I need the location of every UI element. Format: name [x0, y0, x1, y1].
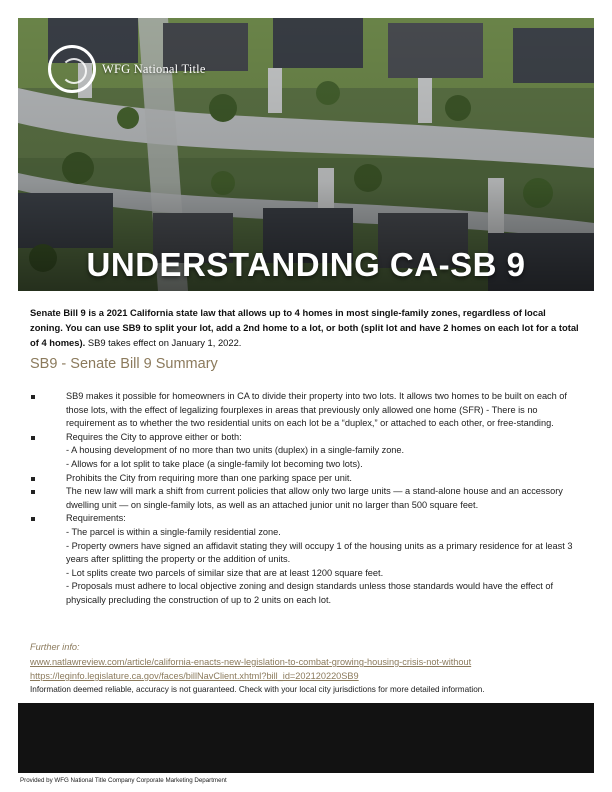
list-item: [30, 431, 585, 472]
list-item-text: Prohibits the City from requiring more than one parking space per unit.: [66, 472, 352, 483]
sub-item: - The parcel is within a single-family residential zone.: [66, 526, 281, 537]
list-item-text: The new law will mark a shift from current policies that allow only two large units — a stand-alone house and an accessory dwelling unit — on single-family lots, as well as an attached junior unit no larger than 500 square feet.: [66, 486, 563, 510]
company-logo: [48, 45, 206, 93]
further-info-label: Further info:: [30, 642, 80, 652]
intro-bold-text: Senate Bill 9 is a 2021 California state law that allows up to 4 homes in most single-family zones, regardless of local zoning. You can use SB9 to split your lot, add a 2nd home to a lot, or both (split lot and have 2 homes on each lot for a total of 4 homes).: [30, 307, 579, 348]
wfg-logo-icon: [48, 45, 96, 93]
hero-banner: [18, 18, 594, 291]
square-bullet-icon: [31, 477, 35, 481]
list-item-text: Requires the City to approve either or both:: [66, 431, 242, 442]
square-bullet-icon: [31, 395, 35, 399]
list-item-text: SB9 makes it possible for homeowners in CA to divide their property into two lots. It allows two homes to be built on each of those lots, with the effect of legalizing fourplexes in areas that previously only allowed one home (SFR) - There is no requirement as to whether the two residential units on each lot be a “duplex,” or attached to each other, or free-standing.: [66, 391, 567, 429]
natlawreview-link[interactable]: www.natlawreview.com/article/california-enacts-new-legislation-to-combat-growing-housing-crisis-not-without: [30, 657, 472, 667]
disclaimer-text: Information deemed reliable, accuracy is not guaranteed. Check with your local city jurisdictions for more detailed information.: [30, 685, 485, 694]
sub-item: - Proposals must adhere to local objective zoning and design standards unless those standards would have the effect of physically precluding the construction of up to 2 units on each lot.: [66, 581, 554, 605]
footer-bar: [18, 703, 594, 773]
list-item: [30, 485, 585, 512]
logo-text: WFG National Title: [102, 61, 206, 76]
sub-item: - A housing development of no more than two units (duplex) in a single-family zone.: [66, 445, 405, 456]
provided-by-text: Provided by WFG National Title Company Corporate Marketing Department: [20, 777, 227, 784]
leginfo-link[interactable]: https://leginfo.legislature.ca.gov/faces/billNavClient.xhtml?bill_id=202120220SB9: [30, 671, 359, 681]
summary-heading: SB9 - Senate Bill 9 Summary: [30, 356, 218, 372]
sub-item: - Allows for a lot split to take place (a single-family lot becoming two lots).: [66, 458, 363, 469]
intro-normal-text: SB9 takes effect on January 1, 2022.: [85, 337, 242, 348]
list-item: [30, 390, 585, 431]
square-bullet-icon: [31, 436, 35, 440]
list-item: [30, 512, 585, 607]
square-bullet-icon: [31, 517, 35, 521]
square-bullet-icon: [31, 490, 35, 494]
list-item-text: Requirements:: [66, 513, 126, 524]
summary-list: [30, 390, 585, 608]
list-item: [30, 472, 585, 486]
sub-item: - Lot splits create two parcels of similar size that are at least 1200 square feet.: [66, 567, 384, 578]
page-title: UNDERSTANDING CA-SB 9: [86, 246, 526, 283]
intro-paragraph: [30, 305, 580, 350]
sub-item: - Property owners have signed an affidavit stating they will occupy 1 of the housing units as a primary residence for at least 3 years after splitting the property or the addition of units.: [66, 540, 573, 565]
